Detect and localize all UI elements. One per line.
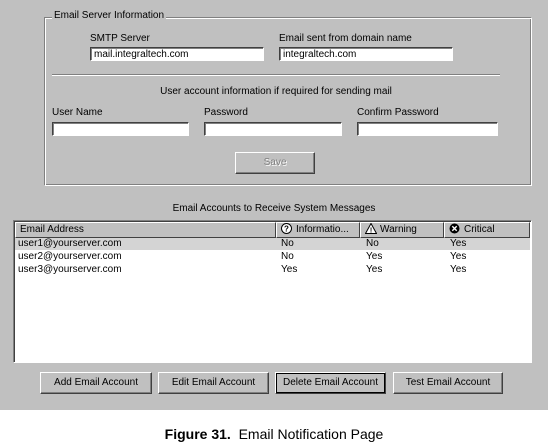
figure-title: Email Notification Page <box>238 426 384 442</box>
warning-cell: Yes <box>366 264 383 275</box>
password-input[interactable] <box>204 122 342 136</box>
email-cell: user1@yourserver.com <box>18 238 122 249</box>
column-header-warning[interactable] <box>360 222 444 238</box>
email-accounts-list[interactable] <box>13 220 532 363</box>
warning-icon <box>365 223 376 234</box>
delete-email-account-button[interactable]: Delete Email Account <box>275 372 386 394</box>
column-header-critical-label: Critical <box>464 224 495 235</box>
server-separator <box>52 74 500 76</box>
table-row[interactable] <box>15 251 530 263</box>
email-accounts-title: Email Accounts to Receive System Messages <box>172 203 376 214</box>
edit-email-account-button[interactable]: Edit Email Account <box>158 372 269 394</box>
email-server-legend: Email Server Information <box>54 10 165 21</box>
table-row[interactable] <box>15 238 530 250</box>
question-icon <box>281 223 292 234</box>
warning-cell: Yes <box>366 251 383 262</box>
domain-name-label: Email sent from domain name <box>279 33 412 44</box>
email-cell: user2@yourserver.com <box>18 251 122 262</box>
figure-caption <box>0 426 548 442</box>
add-email-account-button[interactable]: Add Email Account <box>40 372 152 394</box>
column-header-information-label: Informatio... <box>296 224 349 235</box>
smtp-server-input[interactable] <box>90 47 264 61</box>
column-header-warning-label: Warning <box>380 224 417 235</box>
figure-number: Figure 31. <box>164 426 231 442</box>
domain-name-input[interactable] <box>279 47 453 61</box>
critical-cell: Yes <box>450 264 467 275</box>
smtp-server-label: SMTP Server <box>90 33 150 44</box>
user-name-input[interactable] <box>52 122 189 136</box>
column-header-email[interactable] <box>15 222 276 238</box>
column-header-information[interactable] <box>276 222 360 238</box>
critical-icon <box>449 223 460 234</box>
confirm-password-input[interactable] <box>357 122 498 136</box>
column-header-email-label: Email Address <box>20 224 84 235</box>
column-header-critical[interactable] <box>444 222 530 238</box>
account-info-text: User account information if required for sending mail <box>160 86 392 97</box>
confirm-password-label: Confirm Password <box>357 107 439 118</box>
information-cell: No <box>281 251 294 262</box>
svg-text:?: ? <box>284 224 289 234</box>
save-button[interactable]: Save <box>235 152 315 174</box>
password-label: Password <box>204 107 248 118</box>
information-cell: Yes <box>281 264 298 275</box>
svg-text:!: ! <box>369 227 373 234</box>
critical-cell: Yes <box>450 251 467 262</box>
information-cell: No <box>281 238 294 249</box>
table-row[interactable] <box>15 264 530 276</box>
warning-cell: No <box>366 238 379 249</box>
test-email-account-button[interactable]: Test Email Account <box>393 372 503 394</box>
email-cell: user3@yourserver.com <box>18 264 122 275</box>
critical-cell: Yes <box>450 238 467 249</box>
user-name-label: User Name <box>52 107 103 118</box>
